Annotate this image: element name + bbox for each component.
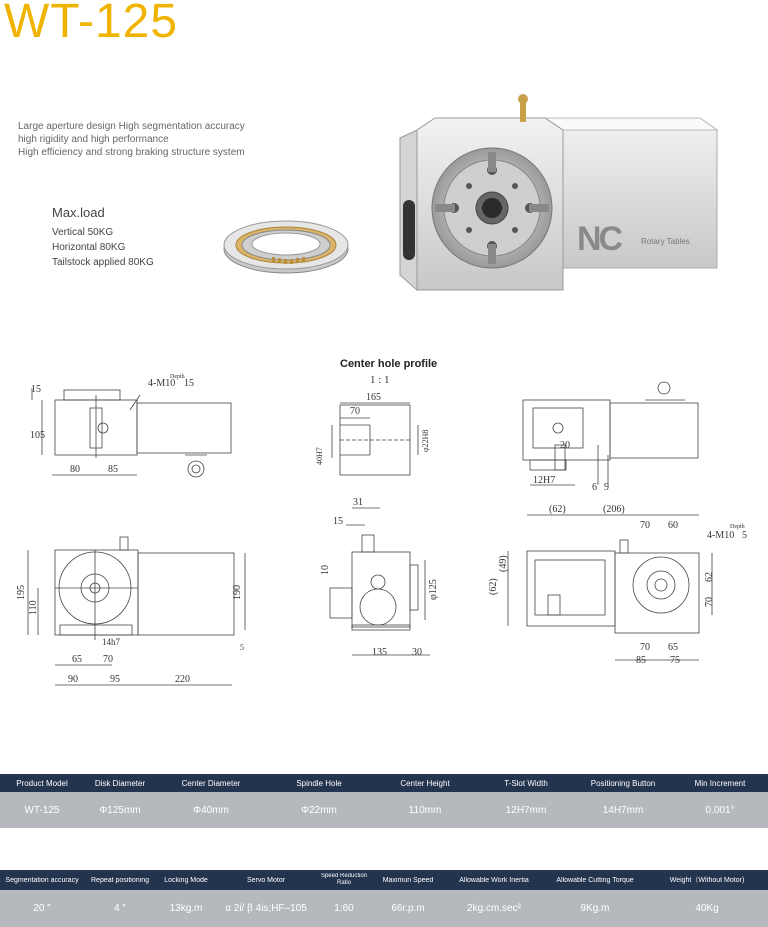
table-cell: 12H7mm	[505, 804, 547, 816]
dim-label: 70	[640, 520, 650, 531]
dim-label: 75	[670, 655, 680, 666]
depth-label: Depth	[730, 524, 745, 530]
nc-logo: NC	[577, 220, 621, 258]
dim-label: 165	[366, 392, 381, 403]
max-load-line: Tailstock applied 80KG	[52, 257, 154, 268]
dim-label: 80	[70, 464, 80, 475]
table-cell: 9Kg.m	[580, 903, 610, 914]
table-header-cell: Center Height	[400, 778, 450, 788]
table-header-cell: Segmentation accuracy	[5, 876, 79, 884]
table-row	[0, 890, 768, 927]
table-header-cell: Center Diameter	[181, 778, 241, 788]
table-header-cell: Allowable Work Inertia	[459, 876, 529, 884]
table-cell: Φ125mm	[99, 804, 141, 816]
table-cell: 4 ″	[114, 903, 126, 914]
dim-label: 31	[353, 497, 363, 508]
table-cell: α 2i/ β 4is;HF–105	[225, 903, 307, 914]
table-cell: 1:60	[334, 903, 354, 914]
table-cell: Φ40mm	[193, 804, 229, 816]
table-header-cell: Allowable Cutting Torque	[556, 876, 634, 884]
dim-label: 9	[604, 482, 609, 493]
dim-label: 85	[636, 655, 646, 666]
dim-label: 20	[560, 440, 570, 451]
dim-label: (49)	[498, 555, 509, 572]
dim-label: 90	[68, 674, 78, 685]
max-load-heading: Max.load	[52, 205, 105, 220]
dim-label: 70	[350, 406, 360, 417]
profile-title: Center hole profile	[340, 358, 438, 370]
table-header-row	[0, 870, 768, 890]
dim-label: 70	[103, 654, 113, 665]
table-header-cell: Product Model	[16, 778, 68, 788]
dim-label: 4-M10	[707, 530, 735, 541]
table-header-cell: Locking Mode	[164, 876, 208, 884]
description-line: high rigidity and high performance	[18, 134, 169, 145]
spec-table-2	[0, 870, 768, 927]
table-cell: 14H7mm	[602, 804, 644, 816]
dim-label: 5	[742, 530, 747, 541]
rotary-tables-logo-text: Rotary Tables	[641, 237, 690, 246]
dim-label: (206)	[603, 504, 625, 515]
depth-label: Depth	[170, 374, 185, 380]
dim-label: 60	[668, 520, 678, 531]
table-row	[0, 792, 768, 828]
dim-label: 5	[240, 643, 244, 652]
dim-label: 110	[28, 600, 39, 615]
dim-label: φ22H8	[421, 429, 430, 452]
dim-label: 65	[72, 654, 82, 665]
table-header-cell: Positioning Button	[590, 778, 656, 788]
table-cell: 66r.p.m	[391, 903, 425, 914]
table-header-row	[0, 774, 768, 792]
dim-label: 135	[372, 647, 387, 658]
table-cell: 13kg.m	[169, 903, 203, 914]
table-header-cell: Repeat positioning	[91, 876, 149, 884]
profile-scale: 1 : 1	[370, 374, 390, 386]
dim-label: 12H7	[533, 475, 556, 486]
max-load-line: Horizontal 80KG	[52, 242, 126, 253]
dim-label: 70	[640, 642, 650, 653]
dim-label: 6	[592, 482, 597, 493]
table-header-cell: Maximun Speed	[382, 876, 434, 884]
description-line: Large aperture design High segmentation accuracy	[18, 121, 245, 132]
dim-label: 65	[668, 642, 678, 653]
table-header-cell: T-Slot Width	[504, 778, 548, 788]
table-header-cell: Disk Diameter	[94, 778, 146, 788]
dim-label: 85	[108, 464, 118, 475]
dim-label: 190	[232, 585, 243, 600]
table-cell: 2kg.cm.sec²	[467, 903, 521, 914]
page-title: WT-125	[4, 0, 179, 48]
dim-label: 220	[175, 674, 190, 685]
dim-label: φ125	[428, 579, 439, 600]
table-cell: 20 ″	[33, 903, 51, 914]
table-header-cell: Weight（Without Motor)	[669, 877, 745, 884]
table-header-cell: Spindle Hole	[296, 778, 342, 788]
table-cell: 110mm	[408, 804, 442, 816]
max-load-line: Vertical 50KG	[52, 227, 114, 238]
dim-label: 105	[30, 430, 45, 441]
spec-table-1	[0, 774, 768, 828]
dim-label: 14h7	[102, 637, 120, 647]
table-header-cell: Servo Motor	[246, 876, 286, 884]
dim-label: 95	[110, 674, 120, 685]
description-line: High efficiency and strong braking structure system	[18, 147, 245, 158]
dim-label: 10	[320, 565, 331, 575]
dim-label: 4-M10	[148, 378, 176, 389]
dim-label: 15	[31, 384, 41, 395]
dim-label: 195	[16, 585, 27, 600]
dim-label: 15	[184, 378, 194, 389]
dim-label: (62)	[549, 504, 566, 515]
dim-label: 15	[333, 516, 343, 527]
table-cell: 0.001°	[705, 804, 735, 816]
table-cell: WT-125	[24, 804, 60, 816]
dim-label: 70	[704, 597, 715, 607]
table-header-cell: Speed Reduction Ratio	[320, 873, 368, 886]
dim-label: 62	[704, 572, 715, 582]
table-cell: Φ22mm	[301, 804, 337, 816]
dim-label: 40H7	[315, 447, 324, 465]
table-cell: 40Kg	[695, 903, 719, 914]
table-header-cell: Min Increment	[694, 778, 746, 788]
dim-label: (62)	[488, 578, 499, 595]
dim-label: 30	[412, 647, 422, 658]
